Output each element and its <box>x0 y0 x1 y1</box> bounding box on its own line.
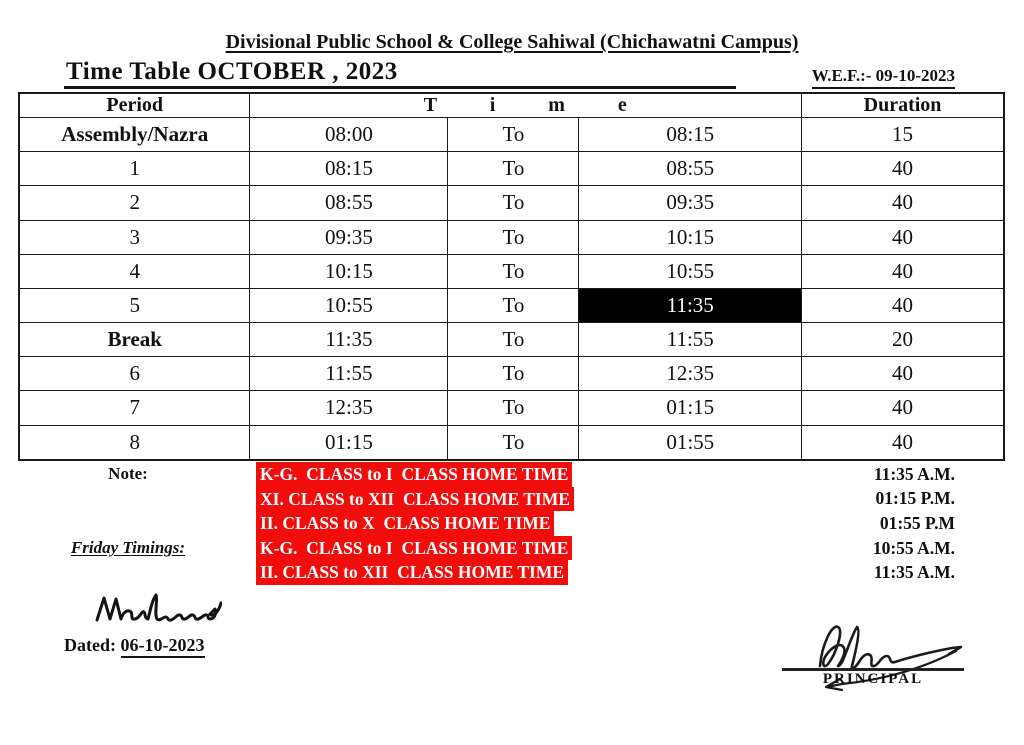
period-cell: Break <box>19 323 250 357</box>
period-cell: 6 <box>19 357 250 391</box>
col-header-period: Period <box>19 93 250 118</box>
end-time-cell: 01:15 <box>579 391 802 425</box>
note-line <box>0 560 1024 585</box>
start-time-cell: 11:55 <box>250 357 448 391</box>
timetable-title: Time Table OCTOBER , 2023 <box>66 58 398 85</box>
table-row <box>19 391 1004 425</box>
to-cell: To <box>448 254 579 288</box>
start-time-cell: 11:35 <box>250 323 448 357</box>
period-cell: 3 <box>19 220 250 254</box>
to-cell: To <box>448 220 579 254</box>
to-cell: To <box>448 186 579 220</box>
note-label: Note: <box>108 464 148 484</box>
home-time-text: II. CLASS to X CLASS HOME TIME <box>256 511 554 536</box>
period-cell: 2 <box>19 186 250 220</box>
friday-timings-label: Friday Timings: <box>70 538 186 558</box>
note-line <box>0 462 1024 487</box>
handwritten-signature <box>92 588 222 630</box>
start-time-cell: 10:55 <box>250 288 448 322</box>
dated-line <box>64 635 205 656</box>
table-header-row <box>19 93 1004 118</box>
period-cell: 5 <box>19 288 250 322</box>
period-cell: 8 <box>19 425 250 460</box>
start-time-cell: 09:35 <box>250 220 448 254</box>
notes-section <box>0 462 1024 585</box>
end-time-cell: 11:35 <box>579 288 802 322</box>
timetable-body <box>19 118 1004 461</box>
end-time-cell: 12:35 <box>579 357 802 391</box>
table-row <box>19 186 1004 220</box>
end-time-cell: 08:15 <box>579 118 802 152</box>
home-time-value: 01:55 P.M <box>879 512 955 533</box>
end-time-cell: 10:15 <box>579 220 802 254</box>
end-time-cell: 09:35 <box>579 186 802 220</box>
principal-label: PRINCIPAL <box>822 671 924 687</box>
dated-value: 06-10-2023 <box>121 635 205 658</box>
col-header-time: T i m e <box>250 93 802 118</box>
duration-cell: 40 <box>802 254 1004 288</box>
duration-cell: 40 <box>802 391 1004 425</box>
duration-cell: 40 <box>802 186 1004 220</box>
period-cell: 4 <box>19 254 250 288</box>
end-time-cell: 01:55 <box>579 425 802 460</box>
home-time-text: II. CLASS to XII CLASS HOME TIME <box>256 560 568 585</box>
end-time-cell: 08:55 <box>579 152 802 186</box>
start-time-cell: 08:15 <box>250 152 448 186</box>
home-time-text: K-G. CLASS to I CLASS HOME TIME <box>256 462 572 487</box>
duration-cell: 15 <box>802 118 1004 152</box>
duration-cell: 40 <box>802 425 1004 460</box>
home-time-value: 10:55 A.M. <box>872 537 955 558</box>
note-line <box>0 487 1024 512</box>
note-line <box>0 536 1024 561</box>
table-row <box>19 220 1004 254</box>
to-cell: To <box>448 288 579 322</box>
to-cell: To <box>448 357 579 391</box>
col-header-duration: Duration <box>802 93 1004 118</box>
duration-cell: 20 <box>802 323 1004 357</box>
duration-cell: 40 <box>802 220 1004 254</box>
start-time-cell: 08:00 <box>250 118 448 152</box>
start-time-cell: 10:15 <box>250 254 448 288</box>
dated-label: Dated: <box>64 635 116 655</box>
to-cell: To <box>448 323 579 357</box>
end-time-cell: 11:55 <box>579 323 802 357</box>
start-time-cell: 01:15 <box>250 425 448 460</box>
timetable <box>18 92 1005 461</box>
table-row <box>19 288 1004 322</box>
duration-cell: 40 <box>802 288 1004 322</box>
home-time-value: 11:35 A.M. <box>873 562 955 583</box>
home-time-text: K-G. CLASS to I CLASS HOME TIME <box>256 536 572 561</box>
table-row <box>19 254 1004 288</box>
home-time-value: 01:15 P.M. <box>875 488 955 509</box>
to-cell: To <box>448 425 579 460</box>
period-cell: Assembly/Nazra <box>19 118 250 152</box>
to-cell: To <box>448 152 579 186</box>
to-cell: To <box>448 391 579 425</box>
title-underline-rule <box>64 86 736 89</box>
principal-signature-block <box>780 610 970 710</box>
period-cell: 7 <box>19 391 250 425</box>
home-time-text: XI. CLASS to XII CLASS HOME TIME <box>256 487 574 512</box>
start-time-cell: 08:55 <box>250 186 448 220</box>
table-row <box>19 357 1004 391</box>
duration-cell: 40 <box>802 357 1004 391</box>
duration-cell: 40 <box>802 152 1004 186</box>
period-cell: 1 <box>19 152 250 186</box>
table-row <box>19 425 1004 460</box>
note-line <box>0 511 1024 536</box>
table-row <box>19 118 1004 152</box>
wef-date: W.E.F.:- 09-10-2023 <box>812 66 955 89</box>
end-time-cell: 10:55 <box>579 254 802 288</box>
start-time-cell: 12:35 <box>250 391 448 425</box>
table-row <box>19 152 1004 186</box>
table-row <box>19 323 1004 357</box>
home-time-value: 11:35 A.M. <box>873 463 955 484</box>
to-cell: To <box>448 118 579 152</box>
school-title: Divisional Public School & College Sahiwal (Chichawatni Campus) <box>225 31 799 53</box>
